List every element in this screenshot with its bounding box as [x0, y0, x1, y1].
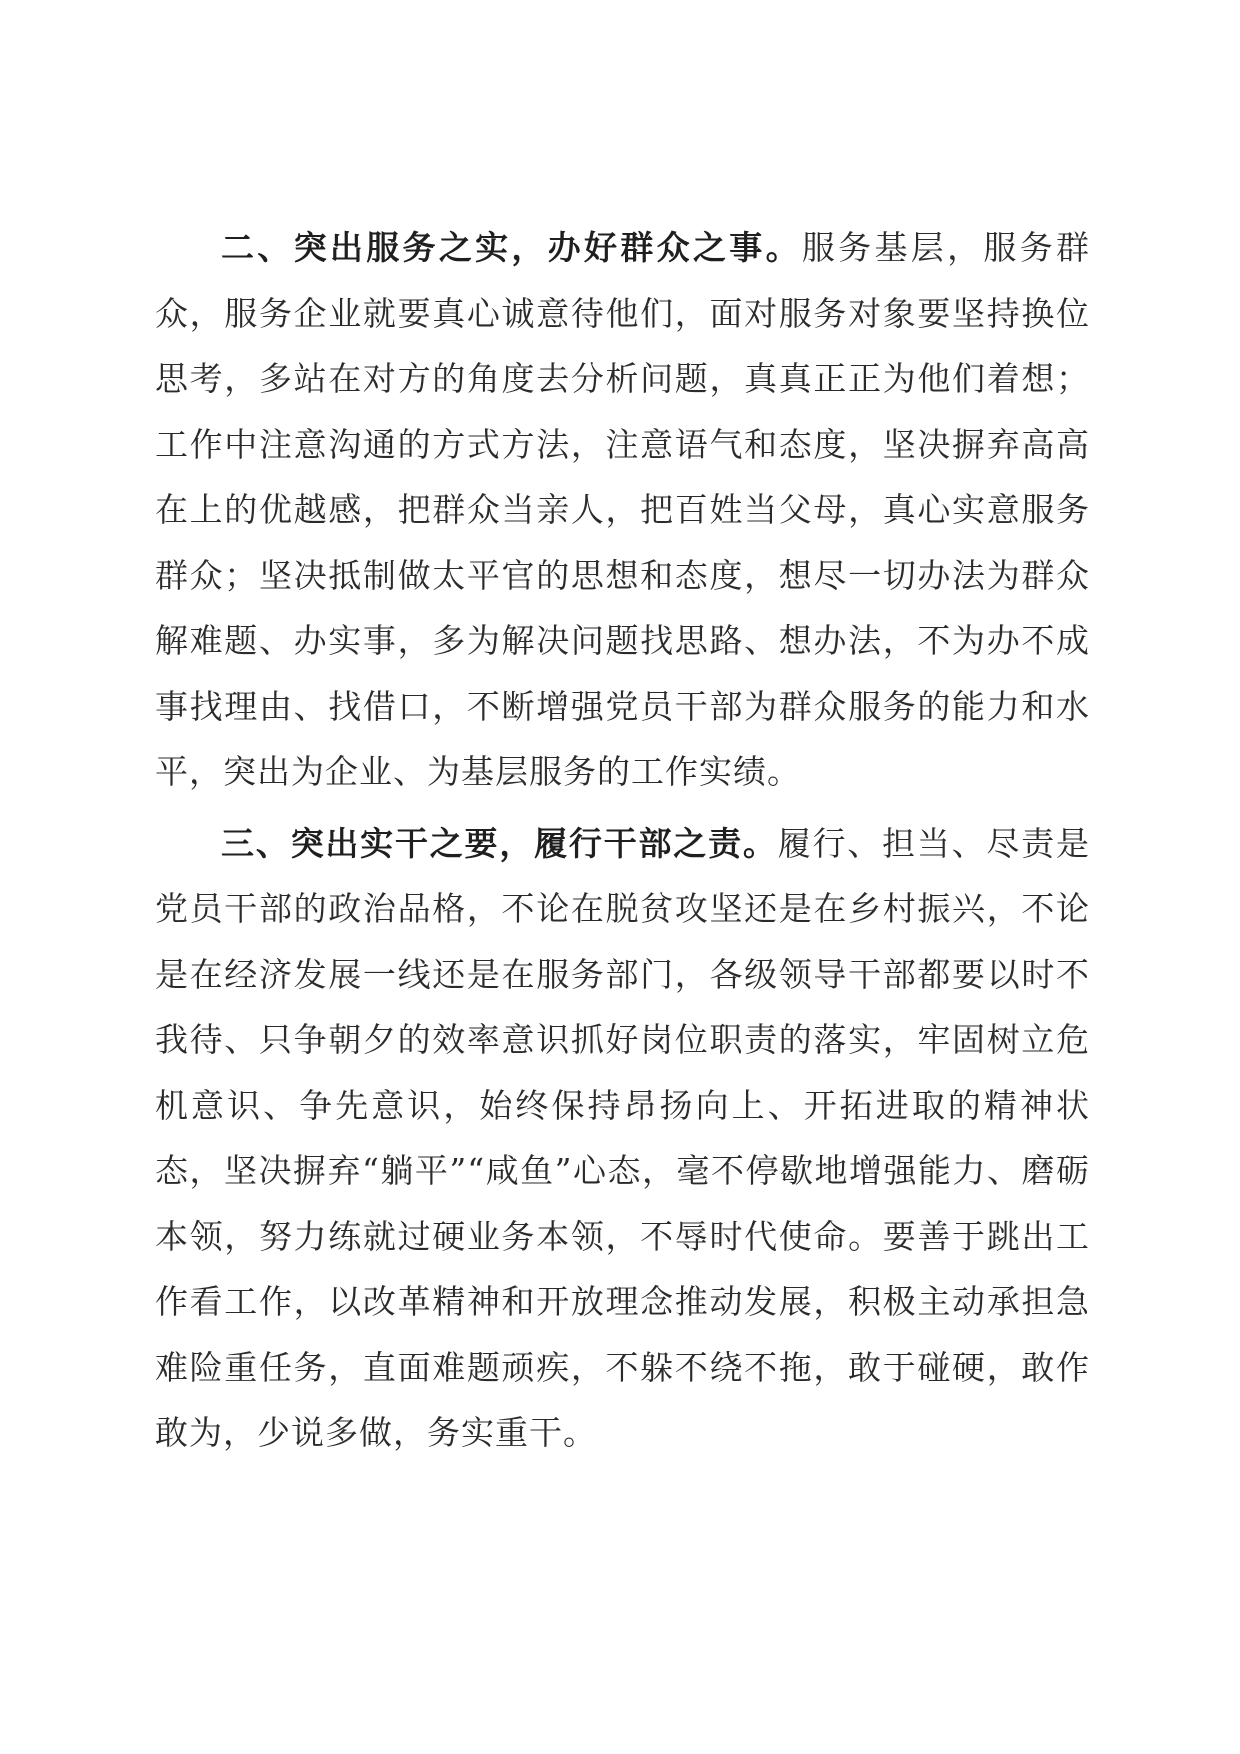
section-paragraph-2 — [155, 215, 1090, 805]
section-heading-3: 三、突出实干之要，履行干部之责。 — [221, 823, 778, 863]
section-heading-2: 二、突出服务之实，办好群众之事。 — [221, 228, 802, 267]
section-body-2: 服务基层，服务群众，服务企业就要真心诚意待他们，面对服务对象要坚持换位思考，多站在对方的角度去分析问题，真真正正为他们着想；工作中注意沟通的方式方法，注意语气和态度，坚决摒弃高高在上的优越感，把群众当亲人，把百姓当父母，真心实意服务群众；坚决抵制做太平官的思想和态度，想尽一切办法为群众解难题、办实事，多为解决问题找思路、想办法，不为办不成事找理由、找借口，不断增强党员干部为群众服务的能力和水平，突出为企业、为基层服务的工作实绩。 — [155, 228, 1091, 791]
section-body-3: 履行、担当、尽责是党员干部的政治品格，不论在脱贫攻坚还是在乡村振兴，不论是在经济发展一线还是在服务部门，各级领导干部都要以时不我待、只争朝夕的效率意识抓好岗位职责的落实，牢固树立危机意识、争先意识，始终保持昂扬向上、开拓进取的精神状态，坚决摒弃“躺平”“咸鱼”心态，毫不停歇地增强能力、磨砺本领，努力练就过硬业务本领，不辱时代使命。要善于跳出工作看工作，以改革精神和开放理念推动发展，积极主动承担急难险重任务，直面难题顽疾，不躲不绕不拖，敢于碰硬，敢作敢为，少说多做，务实重干。 — [155, 823, 1091, 1452]
document-body — [155, 215, 1090, 1472]
section-paragraph-3 — [155, 811, 1090, 1466]
